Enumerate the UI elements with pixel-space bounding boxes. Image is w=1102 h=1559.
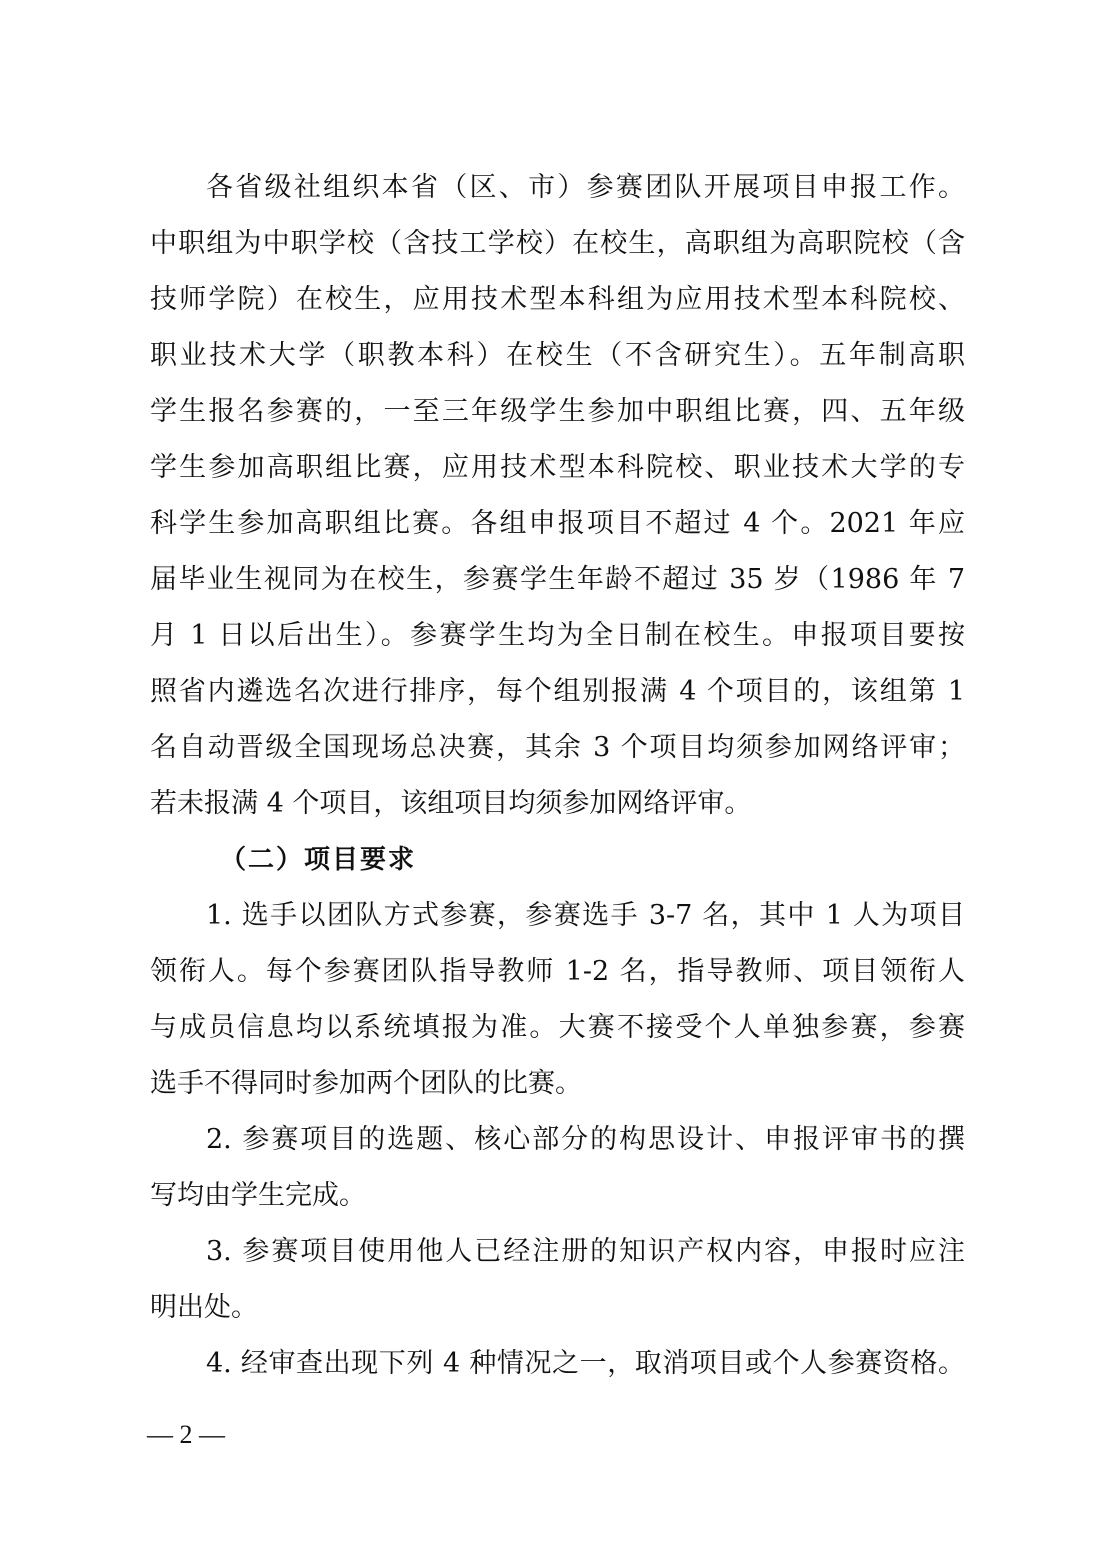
paragraph-line: 技师学院）在校生，应用技术型本科组为应用技术型本科院校、 [150, 284, 965, 315]
item-1-line: 选手不得同时参加两个团队的比赛。 [150, 1068, 582, 1099]
item-3-line: 3. 参赛项目使用他人已经注册的知识产权内容，申报时应注 [206, 1236, 965, 1267]
document-page [150, 160, 965, 1420]
paragraph-line: 中职组为中职学校（含技工学校）在校生，高职组为高职院校（含 [150, 228, 965, 259]
paragraph-line: 名自动晋级全国现场总决赛，其余 3 个项目均须参加网络评审； [150, 732, 965, 763]
item-1-line: 与成员信息均以系统填报为准。大赛不接受个人单独参赛，参赛 [150, 1012, 965, 1043]
paragraph-line: 各省级社组织本省（区、市）参赛团队开展项目申报工作。 [206, 172, 965, 203]
section-heading: （二）项目要求 [220, 845, 417, 875]
item-3-line: 明出处。 [150, 1292, 258, 1323]
item-1-line: 1. 选手以团队方式参赛，参赛选手 3-7 名，其中 1 人为项目 [206, 900, 965, 931]
page-number: — 2 — [147, 1420, 225, 1449]
paragraph-line: 科学生参加高职组比赛。各组申报项目不超过 4 个。2021 年应 [150, 508, 965, 539]
paragraph-line: 月 1 日以后出生）。参赛学生均为全日制在校生。申报项目要按 [150, 620, 965, 651]
paragraph-line: 职业技术大学（职教本科）在校生（不含研究生）。五年制高职 [150, 340, 965, 371]
item-2-line: 写均由学生完成。 [150, 1180, 366, 1211]
paragraph-line: 若未报满 4 个项目，该组项目均须参加网络评审。 [150, 788, 752, 819]
paragraph-line: 照省内遴选名次进行排序，每个组别报满 4 个项目的，该组第 1 [150, 676, 965, 707]
item-2-line: 2. 参赛项目的选题、核心部分的构思设计、申报评审书的撰 [206, 1124, 965, 1155]
item-4-line: 4. 经审查出现下列 4 种情况之一，取消项目或个人参赛资格。 [206, 1348, 965, 1379]
item-1-line: 领衔人。每个参赛团队指导教师 1-2 名，指导教师、项目领衔人 [150, 956, 965, 987]
paragraph-line: 学生报名参赛的，一至三年级学生参加中职组比赛，四、五年级 [150, 396, 965, 427]
paragraph-line: 届毕业生视同为在校生，参赛学生年龄不超过 35 岁（1986 年 7 [150, 564, 965, 595]
paragraph-line: 学生参加高职组比赛，应用技术型本科院校、职业技术大学的专 [150, 452, 965, 483]
